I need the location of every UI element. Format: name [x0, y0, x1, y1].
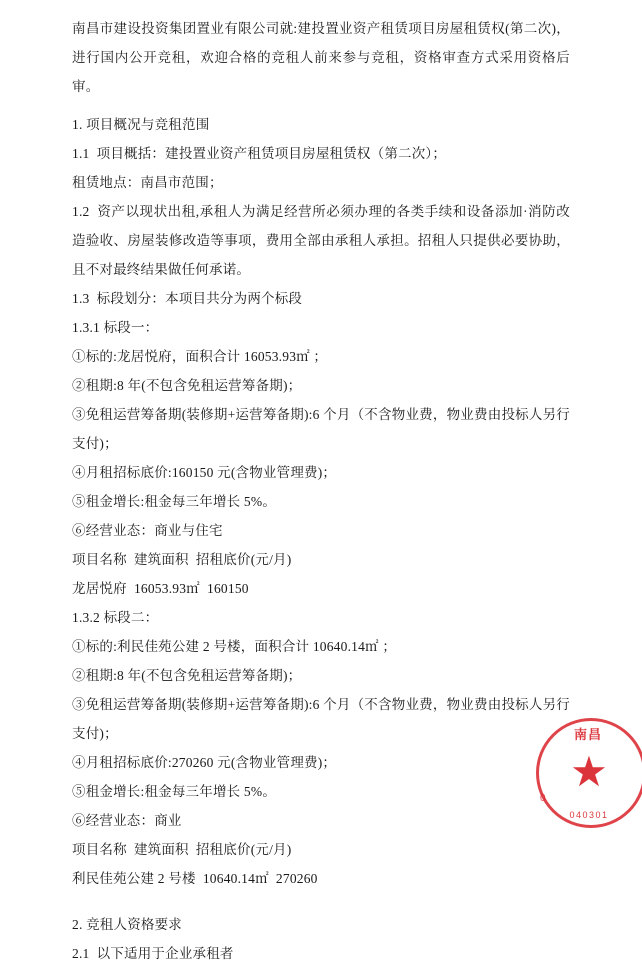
lot-one-table-row: 龙居悦府 16053.93㎡ 160150 — [72, 581, 249, 596]
section-1-1: 1.1 项目概括：建投置业资产租赁项目房屋租赁权（第二次）； — [72, 146, 447, 161]
lot-two-term: ②租期:8 年(不包含免租运营筹备期)； — [72, 668, 302, 683]
section-1-2: 1.2 资产以现状出租,承租人为满足经营所必须办理的各类手续和设备添加·消防改造验收、房屋装修改造等事项，费用全部由承租人承担。招租人只提供必要协助，且不对最终结果做任何承诺。 — [72, 204, 570, 277]
lot-two-business-type: ⑥经营业态：商业 — [72, 813, 182, 828]
lot-one-term: ②租期:8 年(不包含免租运营筹备期)； — [72, 378, 302, 393]
seal-top-text: 南昌 — [573, 727, 602, 742]
lot-one-free-period: ③免租运营筹备期(装修期+运营筹备期):6 个月（不含物业费，物业费由投标人另行支付)； — [72, 407, 570, 451]
seal-bottom-text: 040301 — [569, 810, 609, 820]
lot-two-table-row: 利民佳苑公建 2 号楼 10640.14㎡ 270260 — [72, 871, 318, 886]
lot-one-base-price: ④月租招标底价:160150 元(含物业管理费)； — [72, 465, 337, 480]
lot-two-base-price: ④月租招标底价:270260 元(含物业管理费)； — [72, 755, 337, 770]
intro-paragraph: 南昌市建设投资集团置业有限公司就:建投置业资产租赁项目房屋租赁权(第二次)，进行国内公开竞租，欢迎合格的竞租人前来参与竞租，资格审查方式采用资格后审。 — [72, 21, 570, 94]
section-1-3-1-heading: 1.3.1 标段一： — [72, 320, 159, 335]
section-2-1: 2.1 以下适用于企业承租者 — [72, 946, 234, 961]
lot-two-target: ①标的:利民佳苑公建 2 号楼，面积合计 10640.14㎡ ； — [72, 639, 397, 654]
section-1-3-2-heading: 1.3.2 标段二： — [72, 610, 159, 625]
spacer — [72, 101, 570, 110]
lot-two-rent-growth: ⑤租金增长:租金每三年增长 5%。 — [72, 784, 277, 799]
star-icon: ★ — [570, 750, 608, 797]
lot-one-target: ①标的:龙居悦府，面积合计 16053.93㎡ ； — [72, 349, 328, 364]
lot-two-table-header: 项目名称 建筑面积 招租底价(元/月) — [72, 842, 292, 857]
lot-one-business-type: ⑥经营业态：商业与住宅 — [72, 523, 223, 538]
section-1-1-location: 租赁地点：南昌市范围； — [72, 175, 223, 190]
spacer — [72, 893, 570, 910]
lot-two-free-period: ③免租运营筹备期(装修期+运营筹备期):6 个月（不含物业费，物业费由投标人另行支付)； — [72, 697, 570, 741]
lot-one-table-header: 项目名称 建筑面积 招租底价(元/月) — [72, 552, 292, 567]
lot-one-rent-growth: ⑤租金增长:租金每三年增长 5%。 — [72, 494, 277, 509]
section-heading-2: 2. 竞租人资格要求 — [72, 917, 182, 932]
section-1-3: 1.3 标段划分：本项目共分为两个标段 — [72, 291, 303, 306]
seal-side-text: 0 — [540, 793, 546, 804]
section-heading-1: 1. 项目概况与竞租范围 — [72, 117, 210, 132]
